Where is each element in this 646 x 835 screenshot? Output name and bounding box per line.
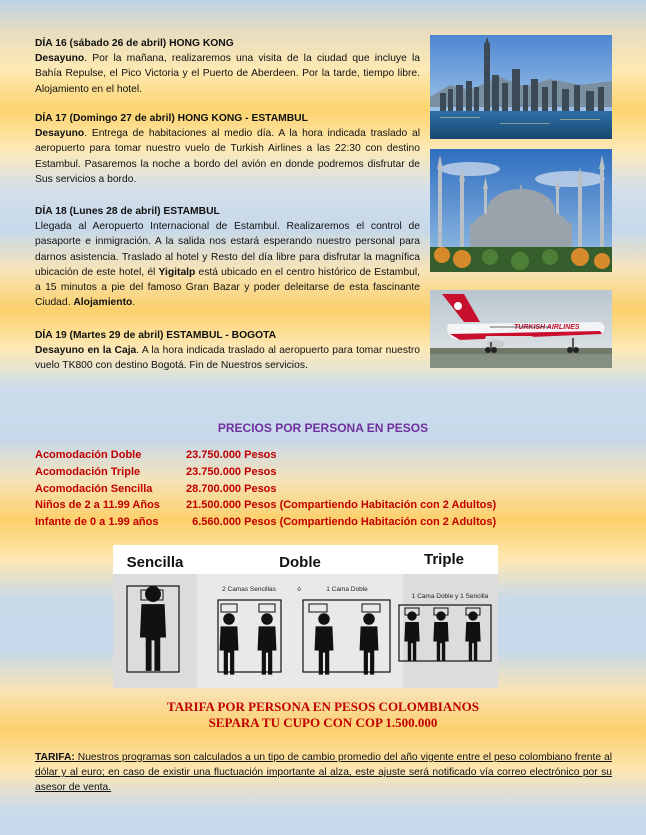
day-lead: Desayuno — [35, 53, 85, 65]
day-body: . A la hora indicada traslado al aeropuerto para tomar nuestro vuelo TK800 con destino Bogotá. Fin de Nuestros servicios. — [35, 345, 421, 372]
tarifa-line-1: TARIFA POR PERSONA EN PESOS COLOMBIANOS — [167, 699, 479, 714]
price-row — [35, 514, 496, 531]
blue-mosque-photo — [430, 149, 612, 272]
price-label: Niños de 2 a 11.99 Años — [35, 499, 160, 512]
hotel-name: Yigitalp — [158, 266, 196, 278]
hong-kong-skyline-photo — [430, 35, 612, 139]
day-body: Llegada al Aeropuerto Internacional de Estambul. Realizaremos el control de pasaporte e inmigración. A la salida nos estará esperando nuestro personal para darnos asistencia. Traslado al hotel y Resto del día libre para disfrutar la magnífica ubicación de este hotel, él — [35, 221, 420, 278]
itinerary-day-17 — [35, 111, 420, 187]
tarifa-note-label: TARIFA: — [35, 752, 75, 763]
day-lead: Desayuno — [35, 128, 85, 140]
price-value: 23.750.000 Pesos — [186, 465, 277, 478]
price-value: 28.700.000 Pesos — [186, 482, 277, 495]
price-label: Acomodación Triple — [35, 465, 141, 478]
price-row — [35, 497, 496, 514]
tarifa-line-2: SEPARA TU CUPO CON COP 1.500.000 — [208, 715, 438, 730]
day-body: . Por la mañana, realizaremos una visita de la ciudad que incluye la Bahía Repulse, el Pico Victoria y el Puerto de Aberdeen. Por la tarde, tiempo libre. Alojamiento en el hotel. — [35, 53, 420, 95]
prices-title: PRECIOS POR PERSONA EN PESOS — [217, 421, 429, 435]
room-single-label: Sencilla — [126, 554, 184, 571]
room-double-label: Doble — [279, 554, 321, 571]
lodging-label: Alojamiento — [73, 297, 133, 309]
itinerary-day-18 — [35, 204, 420, 310]
turkish-airlines-plane-photo — [430, 290, 612, 368]
day-body: está ubicado en el centro histórico de Estambul, a 15 minutos a pie del famoso Gran Bazar y poder deleitarse de esta fascinante Ciudad. — [35, 266, 420, 309]
tarifa-note — [35, 750, 612, 796]
room-triple-label: Triple — [423, 551, 465, 568]
day-title: DÍA 16 (sábado 26 de abril) HONG KONG — [35, 38, 234, 49]
itinerary-day-16 — [35, 36, 420, 97]
day-title: DÍA 18 (Lunes 28 de abril) ESTAMBUL — [35, 206, 220, 217]
double-one-note: 1 Cama Doble — [326, 586, 368, 593]
double-or-note: ó — [297, 586, 301, 593]
day-title: DÍA 17 (Domingo 27 de abril) HONG KONG - ESTAMBUL — [35, 113, 308, 124]
day-title: DÍA 19 (Martes 29 de abril) ESTAMBUL - BOGOTA — [35, 330, 277, 341]
price-label: Infante de 0 a 1.99 años — [35, 516, 159, 529]
price-label: Acomodación Sencilla — [35, 482, 153, 495]
triple-note: 1 Cama Doble y 1 Sencilla — [411, 593, 489, 600]
day-body-end: . — [132, 297, 136, 309]
price-row — [35, 464, 496, 481]
price-value: 23.750.000 Pesos — [186, 449, 277, 461]
double-twin-note: 2 Camas Sencillas — [222, 586, 276, 593]
itinerary-day-19 — [35, 328, 420, 374]
price-row — [35, 481, 496, 498]
price-value: 21.500.000 Pesos (Compartiendo Habitación con 2 Adultos) — [186, 499, 497, 512]
price-row — [35, 447, 496, 464]
day-body: . Entrega de habitaciones al medio día. A la hora indicada traslado al aeropuerto para tomar nuestro vuelo de Turkish Airlines a las 22:30 con destino Estambul. Pasaremos la noche a bordo del avión en donde podremos disfrutar de Sus servicios a bordo. — [35, 128, 420, 185]
tarifa-note-text: Nuestros programas son calculados a un tipo de cambio promedio del año vigente entre el peso colombiano frente al dólar y al euro; en caso de existir una fluctuación importante al alza, este ajuste será notificado vía correo electrónico por su asesor de venta. — [35, 752, 612, 794]
price-value: 6.560.000 Pesos (Compartiendo Habitación con 2 Adultos) — [186, 516, 497, 529]
day-lead: Desayuno en la Caja — [35, 345, 137, 357]
price-list — [35, 447, 496, 531]
svg-text:TURKISH AIRLINES: TURKISH AIRLINES — [514, 324, 580, 331]
price-label: Acomodación Doble — [35, 449, 142, 461]
room-types-diagram — [113, 545, 498, 688]
tarifa-heading — [0, 699, 646, 731]
